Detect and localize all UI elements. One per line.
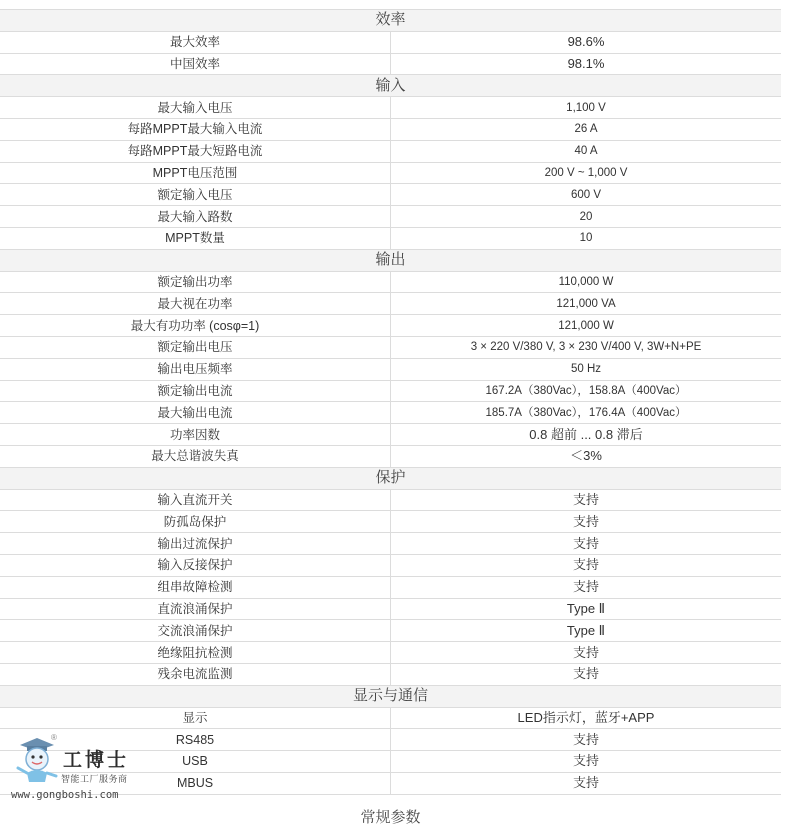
spec-value: 支持 (391, 489, 782, 511)
table-row (0, 227, 781, 249)
section-title: 输入 (0, 75, 781, 97)
table-row (0, 598, 781, 620)
spec-label: 最大输入路数 (0, 206, 391, 228)
spec-label: 额定输出电流 (0, 380, 391, 402)
spec-label: MPPT数量 (0, 227, 391, 249)
spec-label: 最大视在功率 (0, 293, 391, 315)
spec-label: 额定输出电压 (0, 336, 391, 358)
spec-value: 167.2A（380Vac），158.8A（400Vac） (391, 380, 782, 402)
spec-label: 最大效率 (0, 31, 391, 53)
spec-table (0, 9, 781, 795)
table-row (0, 293, 781, 315)
spec-label: 输出过流保护 (0, 533, 391, 555)
spec-label: 直流浪涌保护 (0, 598, 391, 620)
watermark-slogan: 智能工厂服务商 (61, 774, 128, 784)
spec-label: 中国效率 (0, 53, 391, 75)
table-row (0, 707, 781, 729)
table-row (0, 206, 781, 228)
spec-value: 200 V ~ 1,000 V (391, 162, 782, 184)
spec-value: 3 × 220 V/380 V, 3 × 230 V/400 V, 3W+N+PE (391, 336, 782, 358)
section-title: 效率 (0, 10, 781, 32)
spec-label: 最大输入电压 (0, 97, 391, 119)
spec-label: 输入反接保护 (0, 554, 391, 576)
section-header-row (0, 685, 781, 707)
spec-value: 110,000 W (391, 271, 782, 293)
spec-value: 600 V (391, 184, 782, 206)
spec-value: 98.1% (391, 53, 782, 75)
section-title: 输出 (0, 249, 781, 271)
spec-label: RS485 (0, 729, 391, 751)
spec-label: 额定输出功率 (0, 271, 391, 293)
table-row (0, 31, 781, 53)
spec-label: 额定输入电压 (0, 184, 391, 206)
table-row (0, 315, 781, 337)
next-section-title-cut: 常规参数 (360, 809, 421, 826)
spec-label: 输入直流开关 (0, 489, 391, 511)
watermark-brand: 工博士 (63, 749, 130, 771)
spec-value: 50 Hz (391, 358, 782, 380)
table-row (0, 97, 781, 119)
spec-value: 支持 (391, 576, 782, 598)
spec-label: MBUS (0, 772, 391, 794)
table-row (0, 271, 781, 293)
spec-label: 绝缘阻抗检测 (0, 642, 391, 664)
spec-value: 10 (391, 227, 782, 249)
table-row (0, 162, 781, 184)
spec-value: 支持 (391, 729, 782, 751)
spec-value: 支持 (391, 751, 782, 773)
table-row (0, 620, 781, 642)
table-row (0, 489, 781, 511)
spec-value: 40 A (391, 140, 782, 162)
spec-value: LED指示灯，蓝牙+APP (391, 707, 782, 729)
spec-label: 显示 (0, 707, 391, 729)
table-row (0, 663, 781, 685)
section-title: 显示与通信 (0, 685, 781, 707)
table-row (0, 336, 781, 358)
spec-label: 最大总谐波失真 (0, 445, 391, 467)
mascot-logo-icon (12, 735, 62, 785)
spec-body (0, 10, 781, 795)
spec-value: 支持 (391, 533, 782, 555)
section-header-row (0, 467, 781, 489)
table-row (0, 424, 781, 446)
spec-label: 组串故障检测 (0, 576, 391, 598)
section-header-row (0, 249, 781, 271)
spec-value: Type Ⅱ (391, 598, 782, 620)
registered-mark: ® (51, 733, 57, 742)
spec-value: 1,100 V (391, 97, 782, 119)
spec-value: 支持 (391, 642, 782, 664)
spec-label: 交流浪涌保护 (0, 620, 391, 642)
table-row (0, 511, 781, 533)
spec-label: 每路MPPT最大输入电流 (0, 118, 391, 140)
spec-value: 0.8 超前 ... 0.8 滞后 (391, 424, 782, 446)
section-header-row (0, 75, 781, 97)
spec-value: 支持 (391, 772, 782, 794)
spec-label: USB (0, 751, 391, 773)
table-row (0, 533, 781, 555)
table-row (0, 53, 781, 75)
table-row (0, 642, 781, 664)
table-row (0, 140, 781, 162)
spec-value: 20 (391, 206, 782, 228)
section-header-row (0, 10, 781, 32)
spec-value: 185.7A（380Vac），176.4A（400Vac） (391, 402, 782, 424)
table-row (0, 576, 781, 598)
spec-value: 26 A (391, 118, 782, 140)
table-row (0, 358, 781, 380)
table-row (0, 554, 781, 576)
table-row (0, 380, 781, 402)
table-row (0, 118, 781, 140)
spec-value: 121,000 VA (391, 293, 782, 315)
spec-label: 每路MPPT最大短路电流 (0, 140, 391, 162)
section-title: 保护 (0, 467, 781, 489)
spec-value: ＜3% (391, 445, 782, 467)
gongboshi-watermark (8, 733, 158, 805)
spec-label: 最大输出电流 (0, 402, 391, 424)
spec-label: 最大有功功率 (cosφ=1) (0, 315, 391, 337)
spec-label: 残余电流监测 (0, 663, 391, 685)
spec-value: 支持 (391, 554, 782, 576)
watermark-url: www.gongboshi.com (11, 789, 119, 801)
spec-value: 支持 (391, 663, 782, 685)
spec-label: MPPT电压范围 (0, 162, 391, 184)
spec-label: 防孤岛保护 (0, 511, 391, 533)
spec-value: Type Ⅱ (391, 620, 782, 642)
spec-value: 支持 (391, 511, 782, 533)
table-row (0, 402, 781, 424)
spec-label: 输出电压频率 (0, 358, 391, 380)
table-row (0, 445, 781, 467)
spec-value: 121,000 W (391, 315, 782, 337)
spec-value: 98.6% (391, 31, 782, 53)
spec-label: 功率因数 (0, 424, 391, 446)
table-row (0, 184, 781, 206)
